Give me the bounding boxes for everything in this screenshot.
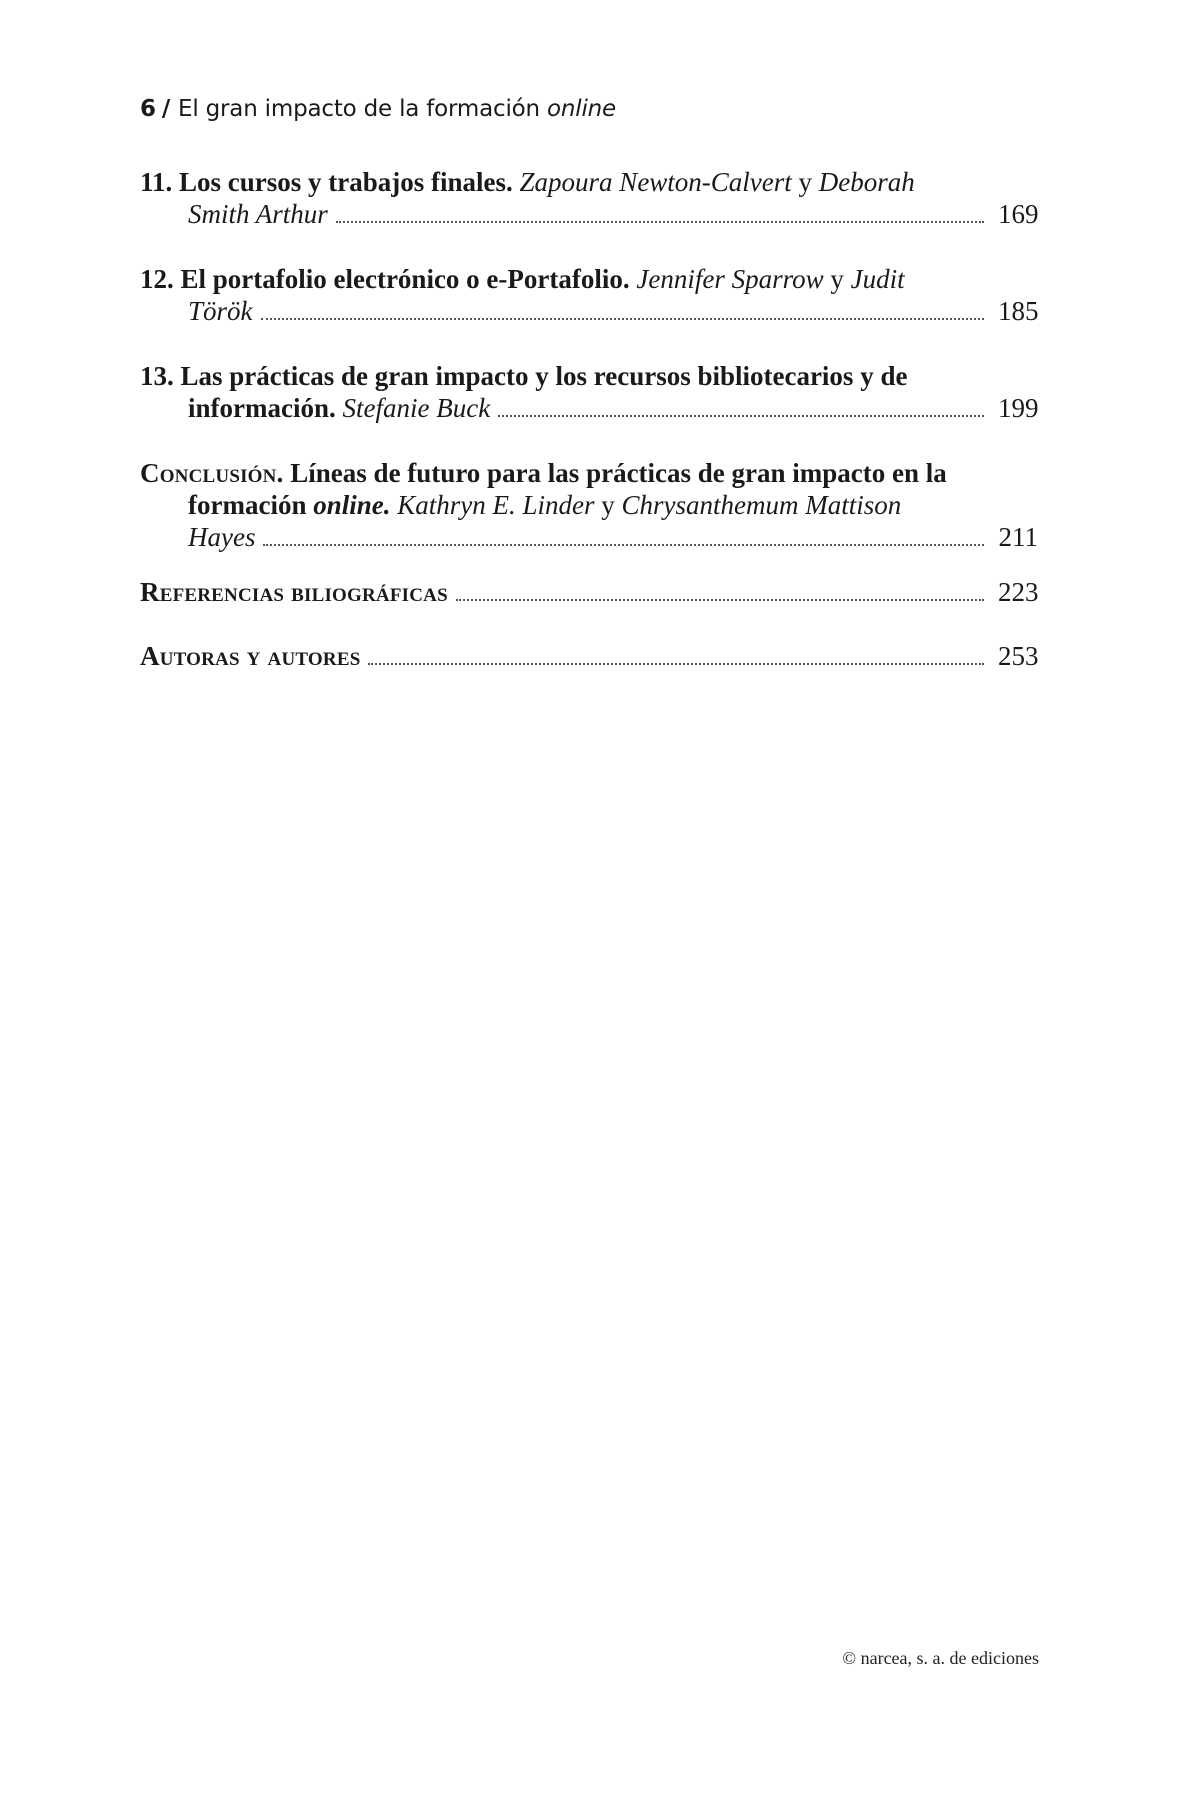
- section-label: Conclusión.: [140, 458, 284, 488]
- dot-leader: [368, 663, 984, 665]
- author-conjunction: y: [798, 167, 813, 197]
- toc-entry-chapter-12[interactable]: [140, 263, 1038, 327]
- toc-entry-last-line: [140, 640, 1038, 672]
- chapter-author-continued: Hayes: [188, 522, 256, 552]
- chapter-number: 13.: [140, 361, 174, 391]
- toc-entry-last-line: [188, 198, 1038, 230]
- table-of-contents: [140, 166, 1038, 672]
- chapter-title: Las prácticas de gran impacto y los recursos bibliotecarios y de: [180, 361, 908, 391]
- dot-leader: [456, 599, 984, 601]
- author-conjunction: y: [830, 264, 844, 294]
- author-conjunction: y: [601, 490, 615, 520]
- chapter-title: Los cursos y trabajos finales.: [179, 167, 513, 197]
- toc-entry-last-line: [188, 295, 1038, 327]
- toc-entry-last-line: [140, 576, 1038, 608]
- book-title-emphasis: online: [547, 96, 616, 122]
- book-title: El gran impacto de la formación: [178, 96, 540, 122]
- chapter-author: Kathryn E. Linder: [397, 490, 595, 520]
- chapter-title-continued: información.: [188, 393, 336, 423]
- chapter-title-continued: la formación: [188, 458, 947, 520]
- toc-entry-last-line: [188, 392, 1038, 424]
- chapter-author: Deborah: [818, 167, 915, 197]
- copyright-notice: © narcea, s. a. de ediciones: [842, 1648, 1039, 1668]
- page-ref: 253: [998, 641, 1039, 671]
- page-ref: 211: [998, 522, 1038, 552]
- running-head-separator: /: [161, 96, 171, 122]
- page-number: 6: [140, 96, 156, 122]
- chapter-author: Judit: [850, 264, 905, 294]
- chapter-title: El portafolio electrónico o e-Portafolio.: [180, 264, 630, 294]
- chapter-author-continued: Török: [188, 296, 253, 326]
- dot-leader: [498, 415, 984, 417]
- toc-entry-references[interactable]: [140, 576, 1038, 608]
- toc-entry-chapter-11[interactable]: [140, 166, 1038, 230]
- dot-leader: [336, 221, 984, 223]
- chapter-author-continued: Smith Arthur: [188, 199, 328, 229]
- dot-leader: [261, 318, 984, 320]
- chapter-title-emphasis: online.: [313, 490, 391, 520]
- toc-entry-chapter-13[interactable]: [140, 360, 1038, 424]
- page-ref: 169: [998, 199, 1039, 229]
- chapter-author: Chrysanthemum Mattison: [621, 490, 902, 520]
- toc-entry-last-line: [188, 521, 1038, 553]
- chapter-number: 12.: [140, 264, 174, 294]
- section-label: Autoras y autores: [140, 641, 361, 671]
- chapter-author: Zapoura Newton-Calvert: [519, 167, 792, 197]
- toc-entry-authors[interactable]: [140, 640, 1038, 672]
- section-label: Referencias biliográficas: [140, 577, 448, 607]
- chapter-number: 11.: [140, 167, 173, 197]
- dot-leader: [263, 544, 984, 546]
- toc-entry-conclusion[interactable]: [140, 457, 1038, 553]
- page-ref: 223: [998, 577, 1039, 607]
- chapter-title: Líneas de futuro para las prácticas de gran impacto en: [290, 458, 920, 488]
- chapter-author: Stefanie Buck: [342, 393, 491, 423]
- chapter-author: Jennifer Sparrow: [636, 264, 824, 294]
- running-head: [140, 96, 616, 122]
- page-ref: 199: [998, 393, 1039, 423]
- page-ref: 185: [998, 296, 1039, 326]
